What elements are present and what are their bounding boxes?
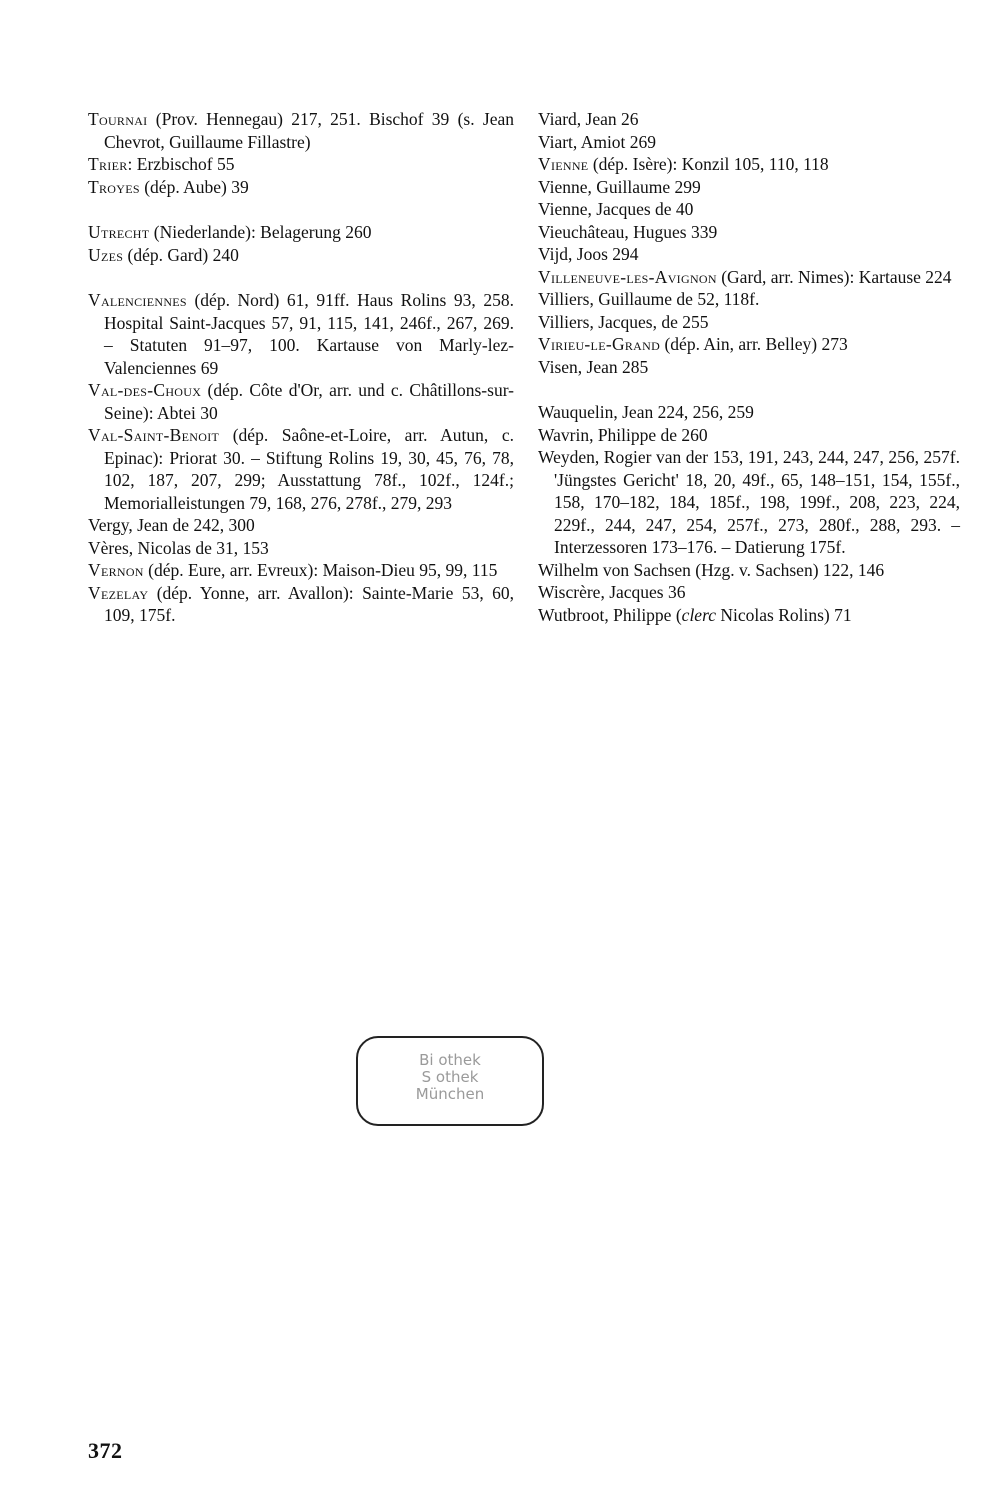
entry-place-name: Valenciennes [88,290,187,310]
entry-text: (dép. Ain, arr. Belley) 273 [660,334,848,354]
index-column-left [88,108,514,627]
entry-text: Vères, Nicolas de 31, 153 [88,537,269,558]
index-entry [88,582,514,627]
entry-place-name: Val-Saint-Benoit [88,425,220,445]
index-entry [538,446,960,559]
entry-text: Viart, Amiot 269 [538,131,657,152]
entry-gap [88,198,514,221]
entry-place-name: Vezelay [88,582,149,603]
index-entry [88,537,514,560]
entry-text: (dép. Côte d'Or, arr. und c. Châtillons-sur-Seine): Abtei 30 [104,380,514,423]
index-entry [538,153,960,176]
entry-text: Vijd, Joos 294 [538,244,639,264]
entry-text: Villiers, Guillaume de 52, 118f. [538,289,760,309]
index-entry [88,424,514,514]
entry-text: (Niederlande): Belagerung 260 [149,222,372,242]
entry-text: Vieuchâteau, Hugues 339 [538,221,718,242]
entry-place-name: Trier [88,154,128,174]
page-number: 372 [88,1438,123,1463]
entry-place-name: Tournai [88,109,148,129]
entry-place-name: Troyes [88,176,140,197]
entry-text: (dép. Eure, arr. Evreux): Maison-Dieu 95, 99, 115 [143,560,498,580]
stamp-line: München [415,1085,485,1103]
index-entry [88,559,514,582]
index-column-right [538,108,960,626]
index-entry [88,176,514,199]
index-entry [88,514,514,537]
index-entry [88,379,514,424]
index-entry [538,131,960,154]
entry-italic-text: clerc [681,604,716,625]
index-entry [88,244,514,267]
entry-text: Wilhelm von Sachsen (Hzg. v. Sachsen) 122, 146 [538,559,885,580]
index-entry [538,108,960,131]
entry-text: Viard, Jean 26 [538,109,639,129]
entry-text: (dép. Yonne, arr. Avallon): Sainte-Marie 53, 60, 109, 175f. [104,582,514,625]
entry-text: (dép. Isère): Konzil 105, 110, 118 [588,154,829,174]
entry-text: (dép. Nord) 61, 91ff. Haus Rolins 93, 258. Hospital Saint-Jacques 57, 91, 115, 141, 246f., 267, 269. – Statuten 91–97, 100. Kartause von Marly-lez-Valenciennes 69 [104,290,514,378]
library-stamp [356,1036,544,1126]
entry-place-name: Villeneuve-les-Avignon [538,266,717,287]
entry-place-name: Vienne [538,154,589,174]
index-entry [538,243,960,266]
entry-gap [538,378,960,401]
entry-gap [88,266,514,289]
entry-text: (Prov. Hennegau) 217, 251. Bischof 39 (s. Jean Chevrot, Guillaume Fillastre) [104,109,514,152]
entry-text: (dép. Gard) 240 [123,244,239,265]
entry-place-name: Uzes [88,244,124,265]
entry-text: Visen, Jean 285 [538,356,649,377]
index-entry [538,424,960,447]
index-entry [538,581,960,604]
index-entry [538,604,960,627]
stamp-line: Bi othek [419,1051,481,1069]
entry-text: (dép. Aube) 39 [139,176,249,197]
index-entry [538,356,960,379]
entry-place-name: Virieu-le-Grand [538,334,661,354]
entry-text: Vienne, Jacques de 40 [538,199,694,219]
entry-text: : Erzbischof 55 [127,154,235,174]
index-entry [538,559,960,582]
index-entry [538,221,960,244]
entry-text: Wiscrère, Jacques 36 [538,582,686,602]
index-entry [538,311,960,334]
stamp-line: S othek [421,1068,479,1086]
entry-text: Wavrin, Philippe de 260 [538,424,708,445]
entry-text: Nicolas Rolins) 71 [716,604,852,625]
entry-text: Vienne, Guillaume 299 [538,176,701,197]
entry-text: Wauquelin, Jean 224, 256, 259 [538,402,754,422]
entry-place-name: Vernon [88,560,144,580]
index-entry [88,153,514,176]
entry-place-name: Utrecht [88,222,150,242]
index-entry [88,108,514,153]
entry-text: (dép. Saône-et-Loire, arr. Autun, c. Epinac): Priorat 30. – Stiftung Rolins 19, 30, 45, 76, 78, 102, 187, 207, 299; Ausstattung 78f., 102f., 124f.; Memorialleistungen 79, 168, 276, 278f., 279, 293 [104,425,514,513]
index-entry [538,288,960,311]
entry-text: Wutbroot, Philippe ( [538,604,682,625]
index-entry [88,221,514,244]
entry-place-name: Val-des-Choux [88,380,202,400]
entry-text: Vergy, Jean de 242, 300 [88,515,255,535]
index-entry [538,266,960,289]
index-entry [88,289,514,379]
index-entry [538,401,960,424]
entry-text: Villiers, Jacques, de 255 [538,311,709,332]
entry-text: Weyden, Rogier van der 153, 191, 243, 244, 247, 256, 257f. 'Jüngstes Gericht' 18, 20, 49f., 65, 148–151, 154, 155f., 158, 170–182, 184, 185f., 198, 199f., 208, 223, 224, 229f., 244, 247, 254, 257f., 273, 280f., 288, 293. – Interzessoren 173–176. – Datierung 175f. [538,447,960,557]
entry-text: (Gard, arr. Nimes): Kartause 224 [716,266,952,287]
index-entry [538,176,960,199]
index-entry [538,198,960,221]
index-entry [538,333,960,356]
